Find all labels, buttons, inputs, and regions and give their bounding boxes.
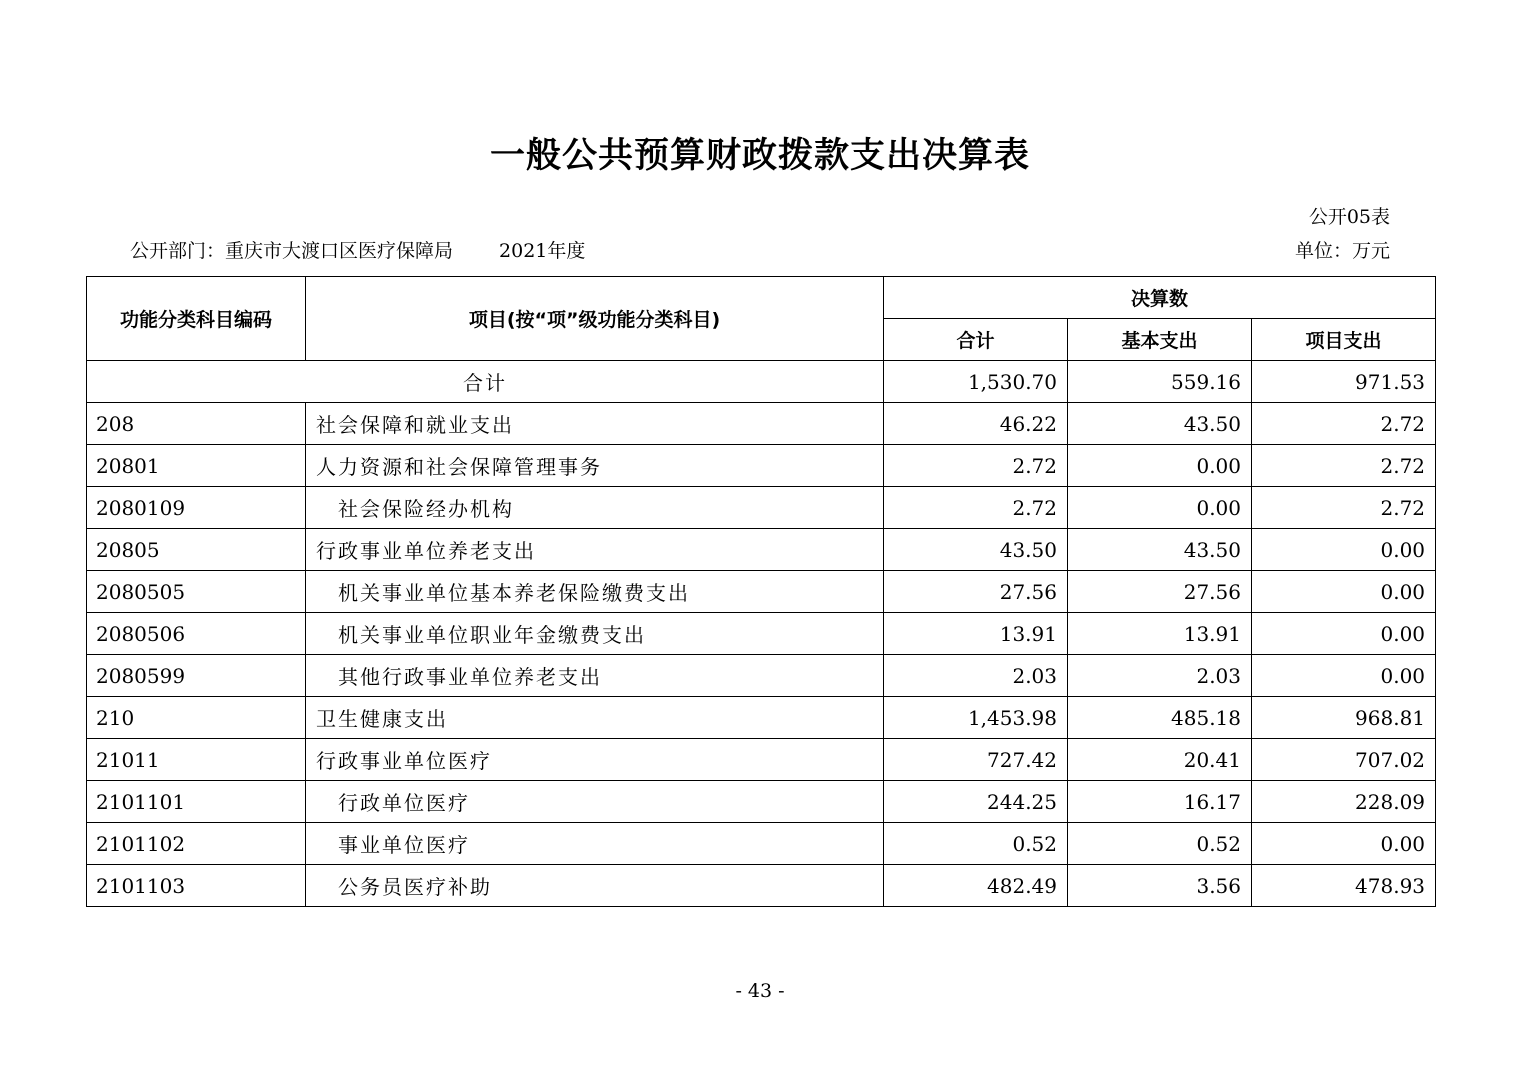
row-total: 27.56 <box>884 571 1068 613</box>
row-project: 0.00 <box>1252 655 1436 697</box>
row-project: 228.09 <box>1252 781 1436 823</box>
table-row <box>87 445 1436 487</box>
row-basic: 0.00 <box>1068 445 1252 487</box>
total-row-basic: 559.16 <box>1068 361 1252 403</box>
row-basic: 43.50 <box>1068 403 1252 445</box>
row-name: 公务员医疗补助 <box>306 865 884 907</box>
budget-table <box>86 276 1436 907</box>
row-project: 707.02 <box>1252 739 1436 781</box>
row-basic: 16.17 <box>1068 781 1252 823</box>
row-project: 2.72 <box>1252 403 1436 445</box>
row-total: 2.03 <box>884 655 1068 697</box>
row-total: 46.22 <box>884 403 1068 445</box>
row-basic: 0.00 <box>1068 487 1252 529</box>
row-basic: 27.56 <box>1068 571 1252 613</box>
row-total: 482.49 <box>884 865 1068 907</box>
row-total: 2.72 <box>884 445 1068 487</box>
table-row <box>87 613 1436 655</box>
table-row <box>87 781 1436 823</box>
department-line <box>130 236 585 263</box>
row-code: 2101102 <box>87 823 306 865</box>
row-code: 208 <box>87 403 306 445</box>
row-code: 21011 <box>87 739 306 781</box>
row-code: 2080109 <box>87 487 306 529</box>
header-code: 功能分类科目编码 <box>87 277 306 361</box>
table-row <box>87 697 1436 739</box>
row-project: 478.93 <box>1252 865 1436 907</box>
row-total: 13.91 <box>884 613 1068 655</box>
row-code: 2080506 <box>87 613 306 655</box>
row-basic: 13.91 <box>1068 613 1252 655</box>
row-name: 行政单位医疗 <box>306 781 884 823</box>
header-basic: 基本支出 <box>1068 319 1252 361</box>
total-row-total: 1,530.70 <box>884 361 1068 403</box>
row-project: 0.00 <box>1252 613 1436 655</box>
row-project: 2.72 <box>1252 487 1436 529</box>
row-code: 2080505 <box>87 571 306 613</box>
row-code: 20805 <box>87 529 306 571</box>
row-basic: 0.52 <box>1068 823 1252 865</box>
row-total: 0.52 <box>884 823 1068 865</box>
table-row <box>87 823 1436 865</box>
row-name: 机关事业单位基本养老保险缴费支出 <box>306 571 884 613</box>
row-project: 968.81 <box>1252 697 1436 739</box>
row-name: 行政事业单位养老支出 <box>306 529 884 571</box>
row-basic: 3.56 <box>1068 865 1252 907</box>
row-project: 0.00 <box>1252 823 1436 865</box>
row-code: 20801 <box>87 445 306 487</box>
row-name: 行政事业单位医疗 <box>306 739 884 781</box>
table-row <box>87 865 1436 907</box>
table-header <box>87 277 1436 361</box>
row-project: 2.72 <box>1252 445 1436 487</box>
total-row <box>87 361 1436 403</box>
row-total: 244.25 <box>884 781 1068 823</box>
row-basic: 20.41 <box>1068 739 1252 781</box>
year-label: 2021年度 <box>499 240 586 262</box>
row-code: 2080599 <box>87 655 306 697</box>
header-item: 项目(按“项”级功能分类科目) <box>306 277 884 361</box>
row-name: 社会保障和就业支出 <box>306 403 884 445</box>
form-number: 公开05表 <box>1308 206 1390 228</box>
row-name: 社会保险经办机构 <box>306 487 884 529</box>
row-total: 727.42 <box>884 739 1068 781</box>
page-number: - 43 - <box>735 980 785 1002</box>
row-total: 43.50 <box>884 529 1068 571</box>
header-total: 合计 <box>884 319 1068 361</box>
unit-label: 单位：万元 <box>1294 240 1390 262</box>
table-body <box>87 361 1436 907</box>
total-row-label: 合计 <box>87 361 884 403</box>
row-code: 210 <box>87 697 306 739</box>
row-basic: 485.18 <box>1068 697 1252 739</box>
row-name: 事业单位医疗 <box>306 823 884 865</box>
row-project: 0.00 <box>1252 571 1436 613</box>
table-row <box>87 529 1436 571</box>
table-row <box>87 403 1436 445</box>
table-row <box>87 487 1436 529</box>
row-project: 0.00 <box>1252 529 1436 571</box>
row-code: 2101103 <box>87 865 306 907</box>
row-basic: 2.03 <box>1068 655 1252 697</box>
row-total: 1,453.98 <box>884 697 1068 739</box>
row-code: 2101101 <box>87 781 306 823</box>
department-label: 公开部门：重庆市大渡口区医疗保障局 <box>130 240 454 262</box>
row-total: 2.72 <box>884 487 1068 529</box>
header-project: 项目支出 <box>1252 319 1436 361</box>
table-row <box>87 655 1436 697</box>
row-name: 机关事业单位职业年金缴费支出 <box>306 613 884 655</box>
page-title: 一般公共预算财政拨款支出决算表 <box>489 136 1030 176</box>
row-name: 人力资源和社会保障管理事务 <box>306 445 884 487</box>
total-row-project: 971.53 <box>1252 361 1436 403</box>
row-name: 其他行政事业单位养老支出 <box>306 655 884 697</box>
row-basic: 43.50 <box>1068 529 1252 571</box>
table-row <box>87 571 1436 613</box>
table-row <box>87 739 1436 781</box>
header-group: 决算数 <box>884 277 1436 319</box>
row-name: 卫生健康支出 <box>306 697 884 739</box>
